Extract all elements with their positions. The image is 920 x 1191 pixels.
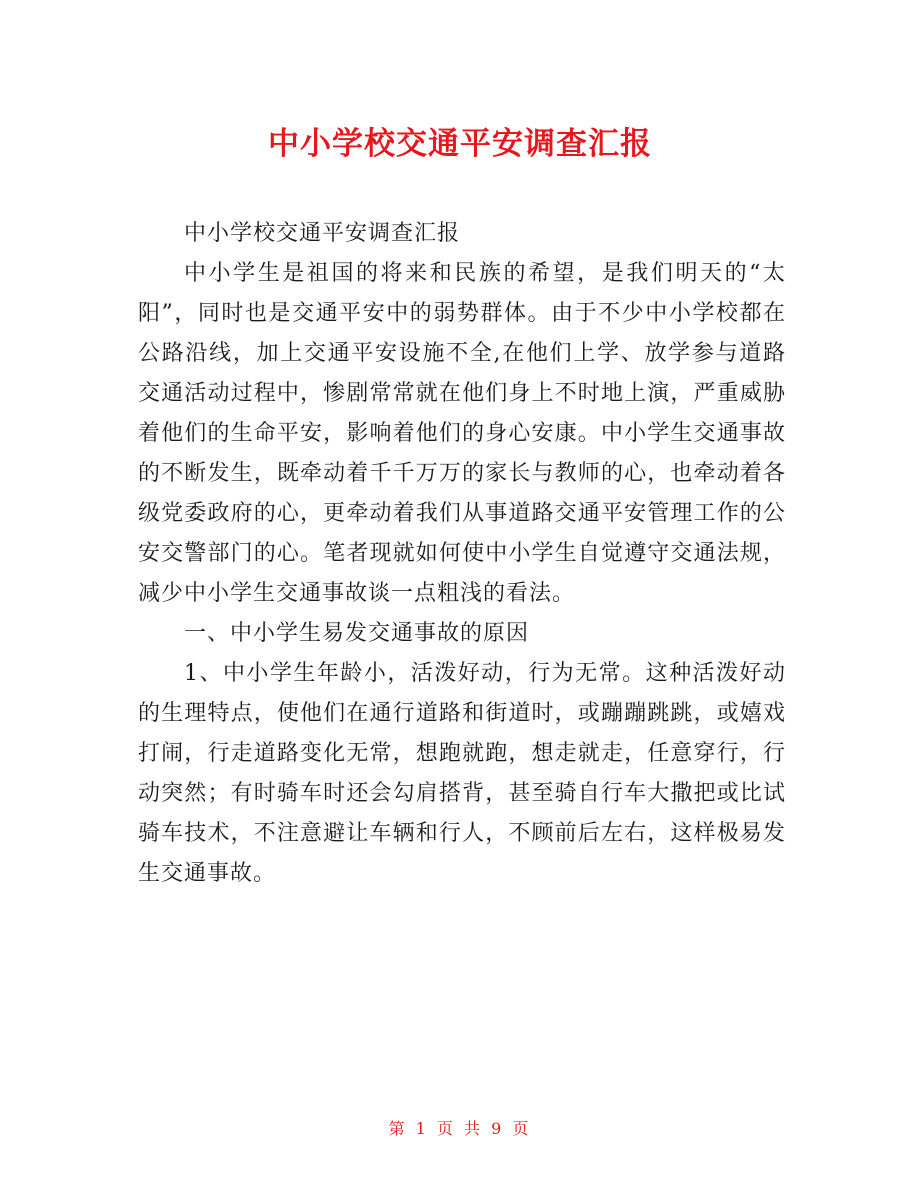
paragraph-section-heading: 一、中小学生易发交通事故的原因: [184, 621, 530, 646]
page-footer: 第 1 页 共 9 页: [388, 1119, 532, 1138]
document-title: 中小学校交通平安调查汇报: [268, 126, 652, 162]
paragraph-subtitle: 中小学校交通平安调查汇报: [184, 221, 461, 246]
paragraph-point-1: 1、中小学生年龄小，活泼好动，行为无常。这种活泼好动的生理特点，使他们在通行道路和街道时，或蹦蹦跳跳，或嬉戏打闹，行走道路变化无常，想跑就跑，想走就走，任意穿行，行动突然；有时骑车时还会勾肩搭背，甚至骑自行车大撒把或比试骑车技术，不注意避让车辆和行人，不顾前后左右，这样极易发生交通事故。: [138, 661, 786, 886]
paragraph-intro: 中小学生是祖国的将来和民族的希望，是我们明天的“太阳”，同时也是交通平安中的弱势群体。由于不少中小学校都在公路沿线，加上交通平安设施不全,在他们上学、放学参与道路交通活动过程中，惨剧常常就在他们身上不时地上演，严重威胁着他们的生命平安，影响着他们的身心安康。中小学生交通事故的不断发生，既牵动着千千万万的家长与教师的心，也牵动着各级党委政府的心，更牵动着我们从事道路交通平安管理工作的公安交警部门的心。笔者现就如何使中小学生自觉遵守交通法规，减少中小学生交通事故谈一点粗浅的看法。: [138, 261, 786, 606]
document-body: [138, 214, 786, 894]
